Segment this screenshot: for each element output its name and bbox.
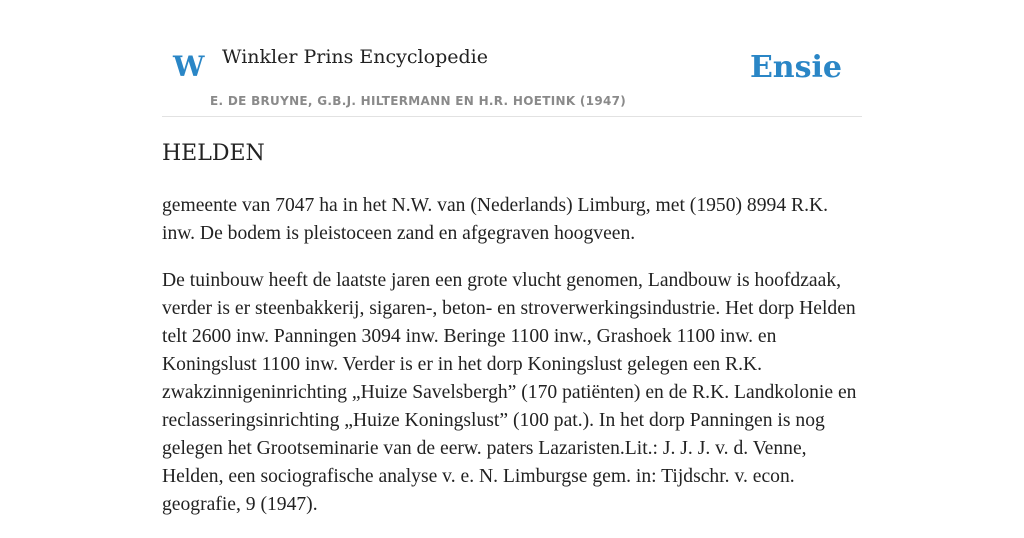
page (162, 0, 862, 515)
book-title[interactable]: Winkler Prins Encyclopedie (222, 46, 488, 68)
header (162, 0, 862, 117)
entry-title: HELDEN (162, 141, 265, 166)
book-authors: E. DE BRUYNE, G.B.J. HILTERMANN EN H.R. HOETINK (1947) (210, 94, 627, 108)
winkler-prins-logo[interactable]: W (173, 50, 205, 83)
entry-paragraph: gemeente van 7047 ha in het N.W. van (Nederlands) Limburg, met (1950) 8994 R.K. inw. De bodem is pleistoceen zand en afgegraven hoogveen. (162, 195, 829, 244)
entry-paragraph: De tuinbouw heeft de laatste jaren een grote vlucht genomen, Landbouw is hoofdzaak, verder is er steenbakkerij, sigaren-, beton- en stroverwerkingsindustrie. Het dorp Helden telt 2600 inw. Panningen 3094 inw. Beringe 1100 inw., Grashoek 1100 inw. en Koningslust 1100 inw. Verder is er in het dorp Koningslust gelegen een R.K. zwakzinnigeninrichting „Huize Savelsbergh” (170 patiënten) en de R.K. Landkolonie en reclasseringsinrichting „Huize Koningslust” (100 pat.). In het dorp Panningen is nog gelegen het Grootseminarie van de eerw. paters Lazaristen.Lit.: J. J. J. v. d. Venne, Helden, een sociografische analyse v. e. N. Limburgse gem. in: Tijdschr. v. econ. geografie, 9 (1947). (162, 270, 857, 515)
ensie-logo-link[interactable]: Ensie (749, 50, 842, 85)
entry-body (162, 192, 862, 538)
